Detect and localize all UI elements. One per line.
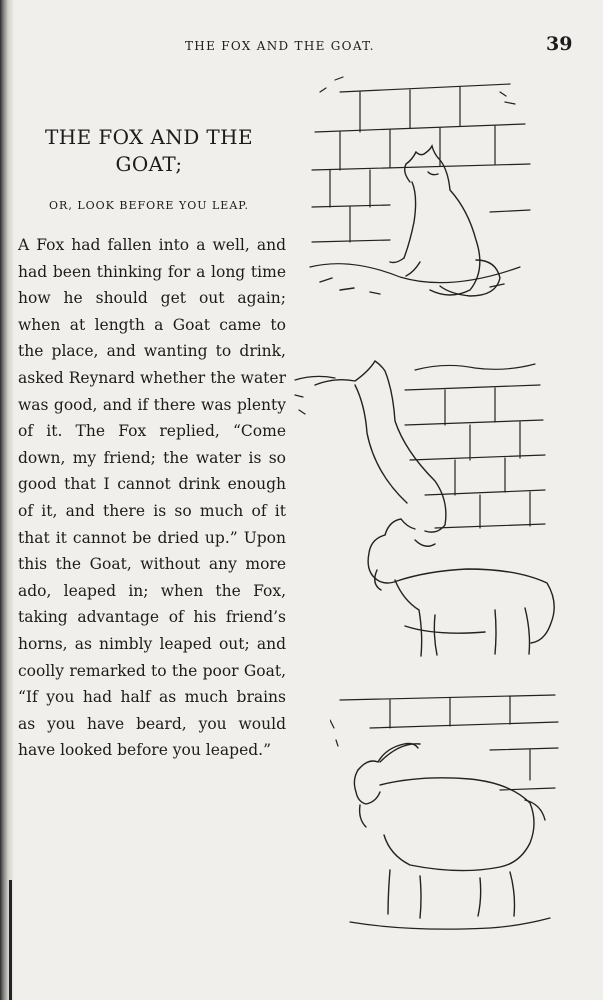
fox-climbing-goat-icon xyxy=(285,340,565,670)
story-subtitle: OR, LOOK BEFORE YOU LEAP. xyxy=(49,199,249,212)
book-spine-shadow xyxy=(0,0,14,1000)
book-spine-edge xyxy=(9,880,12,1000)
story-body: A Fox had fallen into a well, and had been thinking for a long time how he should get out again; when at length a Goat came to the place, and wanting to drink, asked Reynard whether the water was good, and if there was plenty of it. The Fox replied, “Come down, my friend; the water is so good that I cannot drink enough of it, and there is so much of it that it cannot be dried up.” Upon this the Goat, without any more ado, leaped in; when the Fox, taking advantage of his friend’s horns, as nimbly leaped out; and coolly remarked to the poor Goat, “If you had half as much brains as you have beard, you would have looked before you leaped.” xyxy=(18,236,286,760)
fox-in-well-icon xyxy=(300,62,540,327)
goat-in-well-icon xyxy=(330,690,565,940)
story-title: THE FOX AND THE GOAT; xyxy=(45,125,253,176)
page-number: 39 xyxy=(546,33,573,55)
running-header: THE FOX AND THE GOAT. xyxy=(185,39,375,53)
